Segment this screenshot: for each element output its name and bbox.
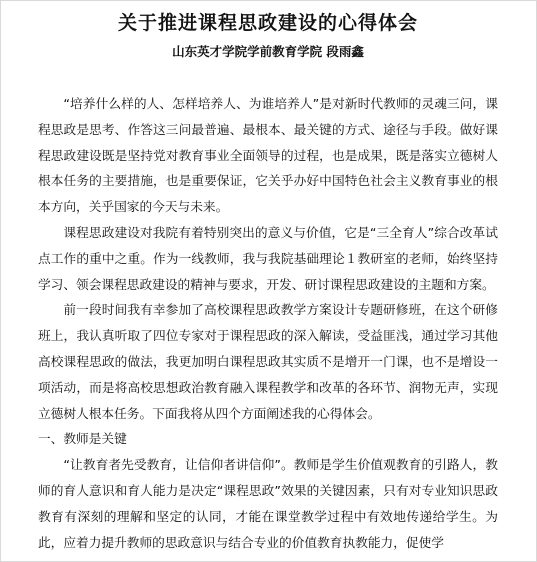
document-title: 关于推进课程思政建设的心得体会	[117, 12, 418, 34]
document-body	[38, 8, 498, 555]
paragraph-3: 前一段时间我有幸参加了高校课程思政教学方案设计专题研修班，在这个研修班上，我认真听取了四位专家对于课程思政的深入解读，受益匪浅，通过学习其他高校课程思政的做法，我更加明白课程思政其实质不是增开一门课，也不是增设一项活动，而是将高校思想政治教育融入课程教学和改革的各环节、润物无声，实现立德树人根本任务。下面我将从四个方面阐述我的心得体会。	[38, 302, 498, 421]
document-author: 山东英才学院学前教育学院 段雨鑫	[172, 44, 364, 59]
section-paragraph: “让教育者先受教育，让信仰者讲信仰”。教师是学生价值观教育的引路人，教师的育人意识和育人能力是决定“课程思政”效果的关键因素，只有对专业知识思政教育有深刻的理解和坚定的认同，才能在课堂教学过程中有效地传递给学生。为此，应着力提升教师的思政意识与结合专业的价值教育执教能力，促使学	[38, 457, 498, 550]
paragraph-1: “培养什么样的人、怎样培养人、为谁培养人”是对新时代教师的灵魂三问，课程思政是思考、作答这三问最普遍、最根本、最关键的方式、途径与手段。做好课程思政建设既是坚持党对教育事业全面领导的过程，也是成果，既是落实立德树人根本任务的主要措施，也是重要保证，它关乎办好中国特色社会主义教育事业的根本方向，关乎国家的今天与未来。	[38, 96, 498, 215]
section-heading: 一、教师是关键	[38, 431, 127, 447]
paragraph-2: 课程思政建设对我院有着特别突出的意义与价值，它是“三全育人”综合改革试点工作的重中之重。作为一线教师，我与我院基础理论１教研室的老师，始终坚持学习、领会课程思政建设的精神与要求，开发、研讨课程思政建设的主题和方案。	[38, 224, 498, 292]
